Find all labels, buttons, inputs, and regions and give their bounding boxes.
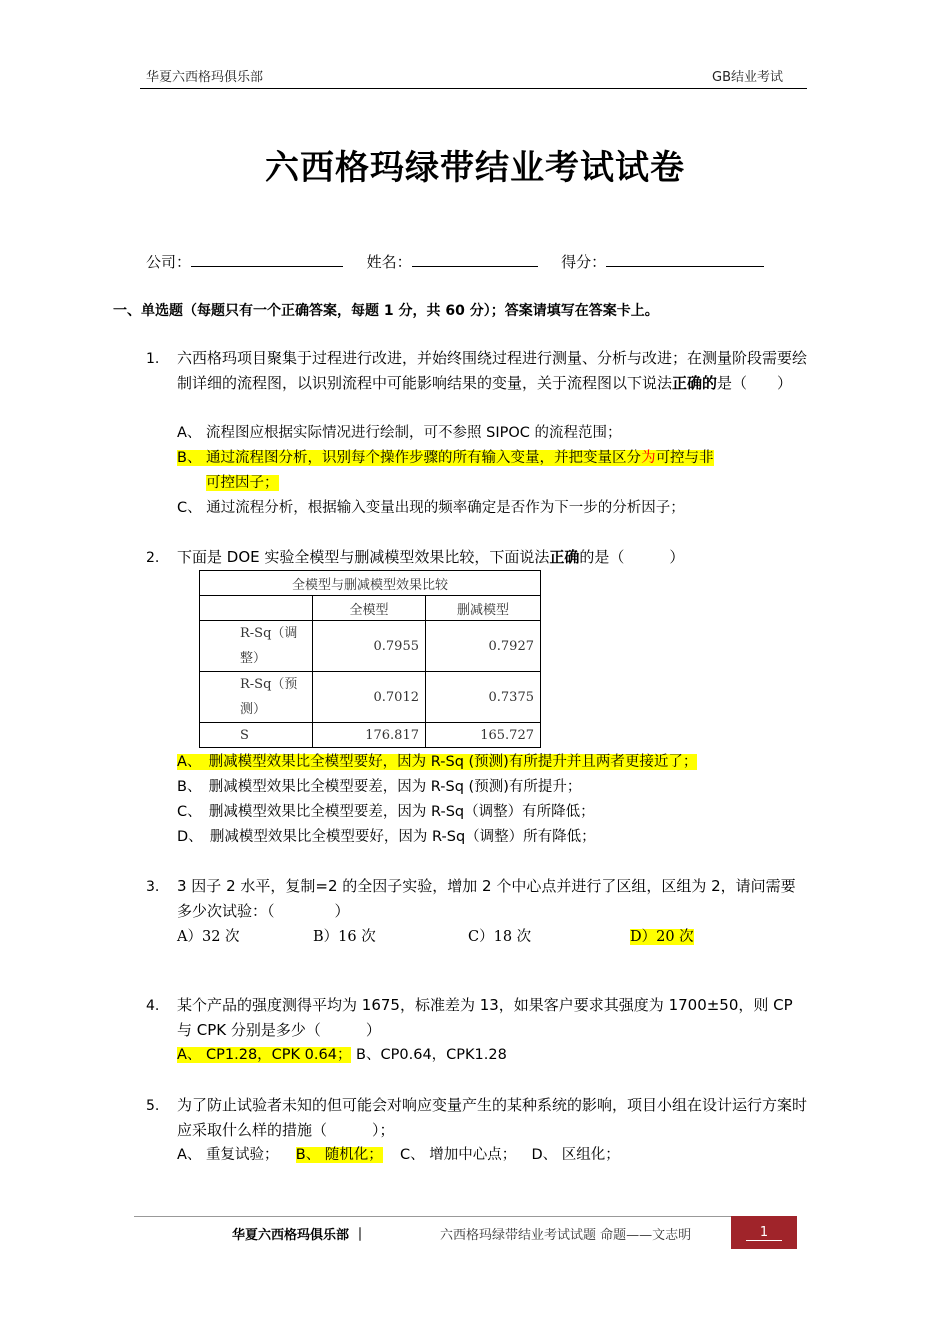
q3-option-d[interactable]: D）20 次 [630, 929, 694, 945]
table-row: R-Sq（调整） 0.7955 0.7927 [200, 621, 541, 672]
model-comparison-table [199, 570, 541, 748]
q1-stem: 六西格玛项目聚集于过程进行改进，并始终围绕过程进行测量、分析与改进；在测量阶段需要绘制详细的流程图，以识别流程中可能影响结果的变量，关于流程图以下说法正确的是（ ） [177, 349, 808, 392]
company-field[interactable] [191, 250, 343, 267]
score-label: 得分： [561, 253, 607, 271]
q1-option-b[interactable]: B、 通过流程图分析，识别每个操作步骤的所有输入变量，并把变量区分为可控与非 [177, 450, 714, 466]
q5-option-c[interactable]: C、 增加中心点； [400, 1147, 517, 1163]
q2-stem: 下面是 DOE 实验全模型与删减模型效果比较，下面说法正确的是（ ） [177, 548, 685, 566]
q2-number: 2. [146, 550, 160, 566]
table-col-reduced: 删减模型 [426, 596, 541, 621]
header-right: GB结业考试 [712, 70, 783, 85]
q2-option-d[interactable]: D、 删减模型效果比全模型要好，因为 R-Sq（调整）所有降低； [177, 829, 596, 845]
q1-option-a[interactable]: A、 流程图应根据实际情况进行绘制，可不参照 SIPOC 的流程范围； [177, 425, 622, 441]
q5-option-a[interactable]: A、 重复试验； [177, 1147, 279, 1163]
q3-stem: 3 因子 2 水平，复制=2 的全因子实验，增加 2 个中心点并进行了区组，区组为 2，请问需要多少次试验：（ ） [177, 877, 796, 920]
table-row: R-Sq（预测） 0.7012 0.7375 [200, 672, 541, 723]
q1-number: 1. [146, 351, 160, 367]
table-caption: 全模型与删减模型效果比较 [200, 571, 541, 596]
q5-options [177, 1143, 620, 1167]
footer-rule [134, 1216, 797, 1217]
q4-option-b[interactable]: B、CP0.64，CPK1.28 [351, 1047, 507, 1063]
q3-number: 3. [146, 879, 160, 895]
name-label: 姓名： [366, 253, 412, 271]
q3-option-a[interactable]: A）32 次 [177, 929, 240, 945]
q2-option-c[interactable]: C、 删减模型效果比全模型要差，因为 R-Sq（调整）有所降低； [177, 804, 595, 820]
q5-option-d[interactable]: D、 区组化； [531, 1147, 620, 1163]
q3-option-b[interactable]: B）16 次 [313, 929, 376, 945]
q4-stem: 某个产品的强度测得平均为 1675，标准差为 13，如果客户要求其强度为 1700±50，则 CP 与 CPK 分别是多少（ ） [177, 996, 793, 1039]
q2-option-b[interactable]: B、 删减模型效果比全模型要差，因为 R-Sq (预测)有所提升； [177, 779, 582, 795]
q2-option-a[interactable]: A、 删减模型效果比全模型要好，因为 R-Sq (预测)有所提升并且两者更接近了； [177, 754, 698, 770]
header-left: 华夏六西格玛俱乐部 [146, 70, 264, 85]
table-row: S 176.817 165.727 [200, 723, 541, 748]
q5-option-b[interactable]: B、 随机化； [295, 1147, 383, 1163]
footer-center: 六西格玛绿带结业考试试题 命题——文志明 [440, 1228, 692, 1243]
table-col-full: 全模型 [313, 596, 426, 621]
score-field[interactable] [606, 250, 764, 267]
q4-number: 4. [146, 998, 160, 1014]
name-field[interactable] [412, 250, 538, 267]
q3-option-c[interactable]: C）18 次 [468, 929, 532, 945]
q1-option-b-cont: 可控因子； [206, 475, 279, 491]
page-number-badge [731, 1216, 797, 1249]
q4-option-a[interactable]: A、 CP1.28，CPK 0.64； [177, 1047, 352, 1063]
header-rule [140, 88, 807, 89]
info-line [146, 250, 764, 272]
q1-option-c[interactable]: C、 通过流程分析，根据输入变量出现的频率确定是否作为下一步的分析因子； [177, 500, 685, 516]
page-title: 六西格玛绿带结业考试试卷 [265, 148, 685, 188]
q4-options[interactable] [177, 1043, 507, 1067]
page-number: 1 [746, 1225, 782, 1241]
q5-stem: 为了防止试验者未知的但可能会对响应变量产生的某种系统的影响，项目小组在设计运行方案时应采取什么样的措施（ ）； [177, 1096, 808, 1139]
company-label: 公司： [146, 253, 192, 271]
q5-number: 5. [146, 1098, 160, 1114]
footer-left: 华夏六西格玛俱乐部 ｜ [232, 1228, 367, 1243]
section-heading: 一、单选题（每题只有一个正确答案，每题 1 分，共 60 分）；答案请填写在答案卡上。 [113, 303, 659, 319]
